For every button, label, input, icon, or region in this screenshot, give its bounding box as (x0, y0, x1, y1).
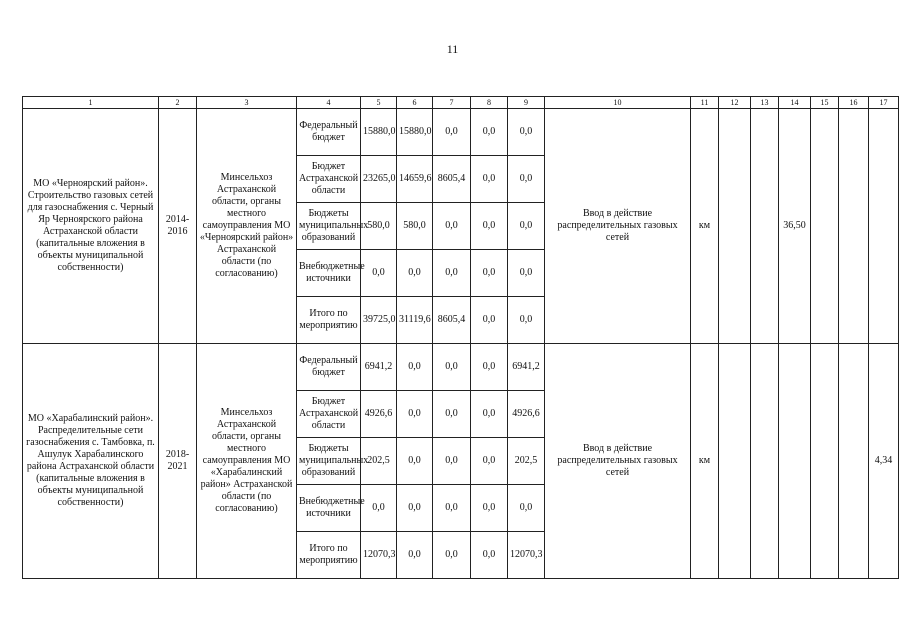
funding-value (471, 203, 508, 250)
funding-value (508, 250, 545, 297)
funding-value (433, 391, 471, 438)
header-cell: 5 (361, 97, 397, 109)
indicator-target (839, 109, 869, 344)
funding-value (471, 297, 508, 344)
funding-value-text: 14659,6 (399, 173, 432, 184)
funding-value-text: 0,0 (482, 408, 496, 419)
funding-value-text: 0,0 (482, 173, 496, 184)
funding-source: Итого по мероприятию (297, 532, 361, 579)
header-cell: 7 (433, 97, 471, 109)
funding-value (471, 391, 508, 438)
funding-value-text: 0,0 (519, 267, 533, 278)
funding-value-text: 0,0 (445, 220, 458, 231)
indicator-unit: км (691, 344, 719, 579)
funding-value-text: 6941,2 (512, 361, 540, 372)
funding-source: Бюджеты муниципальных образований (297, 203, 361, 250)
funding-value-text: 8605,4 (437, 314, 466, 325)
funding-value (508, 297, 545, 344)
funding-value (508, 391, 545, 438)
funding-source: Бюджет Астраханской области (297, 391, 361, 438)
funding-value-text: 0,0 (519, 173, 533, 184)
funding-value-text: 202,5 (514, 455, 538, 466)
funding-value (397, 438, 433, 485)
header-cell: 2 (159, 97, 197, 109)
funding-value-text: 0,0 (482, 502, 496, 513)
indicator-target (839, 344, 869, 579)
funding-source: Федеральный бюджет (297, 109, 361, 156)
header-cell: 8 (471, 97, 508, 109)
header-cell: 16 (839, 97, 869, 109)
project-years: 2014-2016 (159, 109, 197, 344)
indicator-target (869, 109, 899, 344)
header-cell: 10 (545, 97, 691, 109)
indicator-target (811, 344, 839, 579)
funding-value-text: 39725,0 (363, 314, 396, 325)
funding-value-text: 580,0 (367, 220, 390, 231)
funding-value-text: 0,0 (408, 502, 421, 513)
header-cell: 11 (691, 97, 719, 109)
indicator-target (719, 344, 751, 579)
header-cell: 12 (719, 97, 751, 109)
indicator-name: Ввод в действие распределительных газовых сетей (545, 344, 691, 579)
project-executor: Минсельхоз Астраханской области, органы местного самоуправления МО «Черноярский район» Астраханской области (по согласованию) (197, 109, 297, 344)
header-cell: 1 (23, 97, 159, 109)
funding-value-text: 0,0 (445, 549, 458, 560)
funding-value (397, 391, 433, 438)
funding-value-text: 6941,2 (364, 361, 393, 372)
funding-value-text: 0,0 (408, 455, 421, 466)
funding-value (508, 344, 545, 391)
funding-value-text: 23265,0 (363, 173, 396, 184)
funding-value (471, 438, 508, 485)
funding-value-text: 4926,6 (364, 408, 393, 419)
indicator-unit: км (691, 109, 719, 344)
funding-value-text: 0,0 (445, 267, 458, 278)
funding-value-text: 0,0 (482, 314, 496, 325)
funding-value-text: 0,0 (408, 361, 421, 372)
funding-value (508, 438, 545, 485)
funding-value-text: 0,0 (482, 126, 496, 137)
funding-value (433, 485, 471, 532)
funding-value-text: 0,0 (445, 408, 458, 419)
funding-value-text: 0,0 (482, 549, 496, 560)
funding-value (361, 485, 397, 532)
funding-value (508, 156, 545, 203)
funding-value (471, 344, 508, 391)
page-number: 11 (446, 42, 459, 56)
funding-source: Бюджет Астраханской области (297, 156, 361, 203)
funding-value (433, 250, 471, 297)
indicator-target (779, 344, 811, 579)
funding-value-text: 0,0 (519, 220, 533, 231)
table-row (23, 109, 899, 156)
project-years: 2018-2021 (159, 344, 197, 579)
funding-value-text: 0,0 (408, 408, 421, 419)
table-body (23, 97, 899, 579)
program-table (22, 96, 899, 579)
funding-value (397, 485, 433, 532)
funding-value-text: 580,0 (403, 220, 426, 231)
funding-value-text: 15880,0 (363, 126, 396, 137)
funding-value-text: 12070,3 (510, 549, 543, 560)
funding-value (361, 250, 397, 297)
header-cell: 6 (397, 97, 433, 109)
funding-value (433, 344, 471, 391)
funding-value-text: 0,0 (445, 455, 458, 466)
indicator-target (751, 344, 779, 579)
project-executor: Минсельхоз Астраханской области, органы местного самоуправления МО «Харабалинский район» Астраханской области (по согласованию) (197, 344, 297, 579)
funding-value (397, 203, 433, 250)
funding-value-text: 0,0 (372, 267, 385, 278)
funding-value-text: 0,0 (445, 126, 458, 137)
header-row (23, 97, 899, 109)
funding-value-text: 0,0 (445, 361, 458, 372)
funding-value (397, 156, 433, 203)
indicator-target (751, 109, 779, 344)
funding-source: Внебюджетные источники (297, 250, 361, 297)
funding-value-text: 0,0 (482, 220, 496, 231)
header-cell: 17 (869, 97, 899, 109)
funding-value (433, 109, 471, 156)
funding-value (508, 203, 545, 250)
funding-value-text: 0,0 (372, 502, 385, 513)
funding-value (433, 203, 471, 250)
funding-value (361, 109, 397, 156)
funding-value (397, 297, 433, 344)
header-cell: 4 (297, 97, 361, 109)
funding-value (471, 250, 508, 297)
funding-value (361, 532, 397, 579)
funding-value (508, 485, 545, 532)
funding-value (471, 109, 508, 156)
funding-value (433, 532, 471, 579)
header-cell: 13 (751, 97, 779, 109)
funding-value (433, 297, 471, 344)
funding-source: Внебюджетные источники (297, 485, 361, 532)
funding-source: Итого по мероприятию (297, 297, 361, 344)
funding-value (471, 485, 508, 532)
funding-value-text: 15880,0 (399, 126, 432, 137)
funding-value-text: 31119,6 (399, 314, 431, 325)
header-cell: 15 (811, 97, 839, 109)
funding-value-text: 0,0 (408, 267, 421, 278)
indicator-target (811, 109, 839, 344)
funding-value (508, 532, 545, 579)
funding-source: Бюджеты муниципальных образований (297, 438, 361, 485)
funding-value-text: 12070,3 (363, 549, 396, 560)
funding-value (361, 344, 397, 391)
header-cell: 14 (779, 97, 811, 109)
funding-value-text: 0,0 (482, 267, 496, 278)
funding-value-text: 8605,4 (437, 173, 466, 184)
funding-value (471, 156, 508, 203)
funding-value-text: 0,0 (519, 314, 533, 325)
indicator-target (719, 109, 751, 344)
funding-value (361, 391, 397, 438)
funding-value-text: 0,0 (445, 502, 458, 513)
funding-value (397, 109, 433, 156)
funding-value-text: 0,0 (482, 361, 496, 372)
funding-value (361, 297, 397, 344)
indicator-target: 4,34 (869, 344, 899, 579)
funding-value (508, 109, 545, 156)
funding-value (433, 438, 471, 485)
funding-value (397, 250, 433, 297)
funding-value (397, 344, 433, 391)
funding-value-text: 0,0 (408, 549, 421, 560)
funding-value-text: 0,0 (519, 502, 533, 513)
header-cell: 3 (197, 97, 297, 109)
table-row (23, 344, 899, 391)
funding-value (361, 156, 397, 203)
funding-value-text: 0,0 (519, 126, 533, 137)
project-name: МО «Черноярский район». Строительство газовых сетей для газоснабжения с. Черный Яр Черноярского района Астраханской области (капитальные вложения в объекты муниципальной собственности) (23, 109, 159, 344)
indicator-name: Ввод в действие распределительных газовых сетей (545, 109, 691, 344)
funding-source: Федеральный бюджет (297, 344, 361, 391)
funding-value (397, 532, 433, 579)
funding-value (433, 156, 471, 203)
indicator-target: 36,50 (779, 109, 811, 344)
funding-value-text: 0,0 (482, 455, 496, 466)
header-cell: 9 (508, 97, 545, 109)
funding-value (471, 532, 508, 579)
project-name: МО «Харабалинский район». Распределительные сети газоснабжения с. Тамбовка, п. Ашулук Харабалинского района Астраханской области (капитальные вложения в объекты муниципальной собственности) (23, 344, 159, 579)
funding-value-text: 202,5 (367, 455, 390, 466)
funding-value-text: 4926,6 (512, 408, 540, 419)
